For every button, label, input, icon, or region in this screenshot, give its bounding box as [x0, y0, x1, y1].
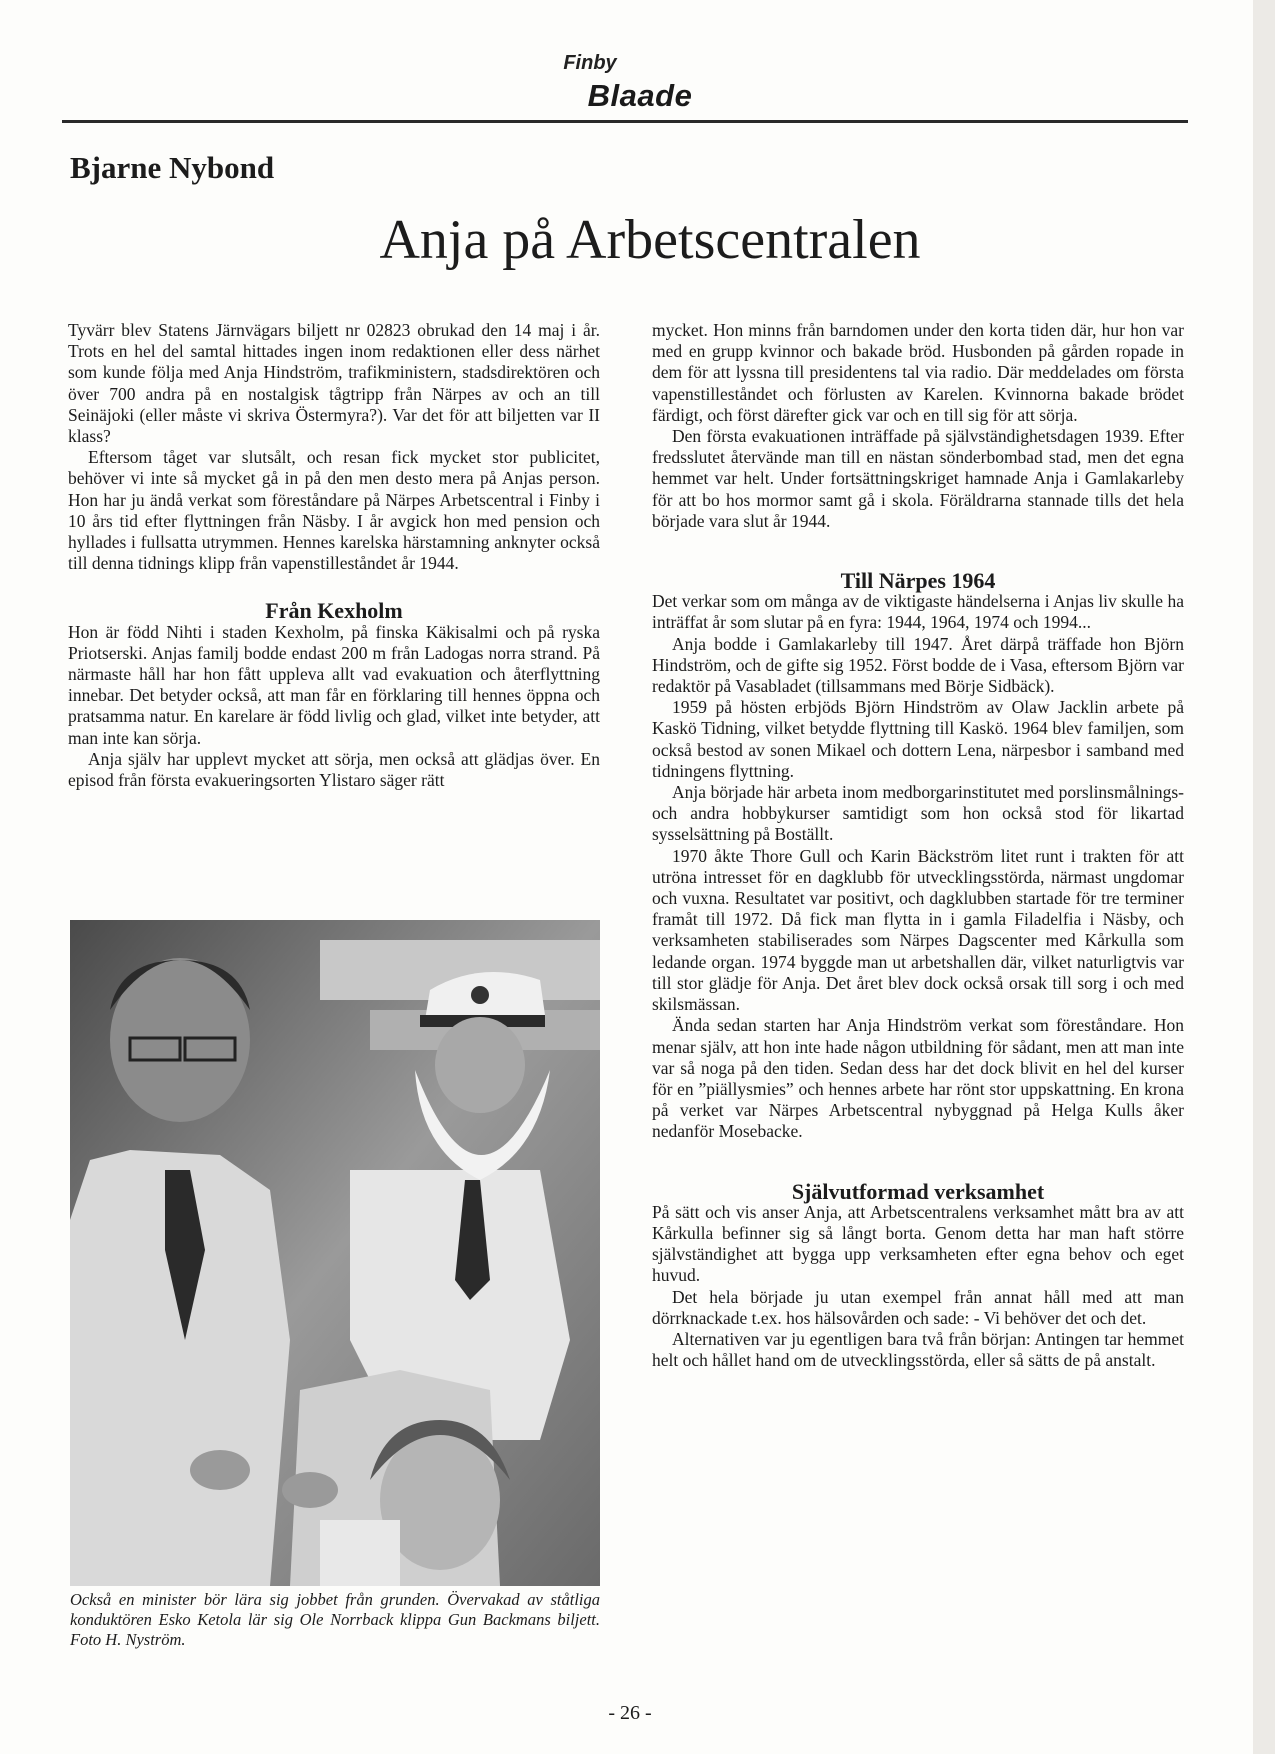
paragraph: Anja började här arbeta inom medborgarinstitutet med porslinsmålnings- och andra hobbykurser samtidigt som hon också stod för likartad sysselsättning på Boställt. [652, 782, 1184, 845]
photo-caption: Också en minister bör lära sig jobbet från grunden. Övervakad av ståtliga konduktören Esko Ketola lär sig Ole Norrback klippa Gun Backmans biljett. Foto H. Nyström. [70, 1590, 600, 1649]
paragraph: Det hela började ju utan exempel från annat håll med att man dörrknackade t.ex. hos hälsovården och sade: - Vi behöver det och det. [652, 1286, 1184, 1328]
masthead-title: Blaade [587, 78, 693, 113]
paragraph: Hon är född Nihti i staden Kexholm, på finska Käkisalmi och på ryska Priotserski. Anjas familj bodde endast 200 m från Ladogas norra strand. På närmaste håll har hon fått uppleva allt vad evakuation och återflyttning innebar. Det betyder också, att man får en förklaring till hennes öppna och pratsamma natur. En karelare är född livlig och glad, vilket inte betyder, att man inte kan sörja. [68, 621, 600, 748]
photo-illustration [70, 920, 600, 1586]
article-photo [70, 920, 600, 1586]
article-title: Anja på Arbetscentralen [379, 209, 921, 271]
left-column [68, 320, 600, 791]
paragraph: 1970 åkte Thore Gull och Karin Bäckström litet runt i trakten för att utröna intresset för en dagklubb för utvecklingsstörda, närmast ungdomar och vuxna. Resultatet var positivt, och dagklubben startade för tre terminer framåt till 1972. Då fick man flytta in i gamla Filadelfia i Näsby, och verksamheten stabiliserades som Närpes Dagscenter med Kårkulla som ledande organ. 1974 byggde man ut arbetshallen där, vilket naturligtvis var till stor glädje för Anja. Det året blev dock också orsak till sorg i och med skilsmässan. [652, 845, 1184, 1015]
paragraph: Anja bodde i Gamlakarleby till 1947. Året därpå träffade hon Björn Hindström, och de gifte sig 1952. Först bodde de i Vasa, eftersom Björn var redaktör på Vasabladet (tillsammans med Börje Sidbäck). [652, 633, 1184, 697]
header-rule [62, 120, 1188, 123]
author-name: Bjarne Nybond [70, 150, 275, 185]
paragraph: Eftersom tåget var slutsålt, och resan fick mycket stor publicitet, behöver vi inte så mycket gå in på den men desto mera på Anjas person. Hon har ju ändå verkat som föreståndare på Närpes Arbetscentral i Finby i 10 års tid efter flyttningen från Näsby. I år avgick hon med pension och hyllades i fullsatta utrymmen. Hennes karelska härstamning anknyter också till denna tidnings klipp från vapenstilleståndet år 1944. [68, 447, 600, 574]
section-heading: Från Kexholm [265, 598, 403, 624]
paragraph: Den första evakuationen inträffade på självständighetsdagen 1939. Efter fredsslutet återvände man till en nästan sönderbombad stad, men det egna hemmet var helt. Under fortsättningskriget hamnade Anja i Gamlakarleby för att bo hos mormor samt gå i skola. Föräldrarna stannade tills det hela började vara slut år 1944. [652, 426, 1184, 531]
page-edge-shadow [1253, 0, 1275, 1754]
paragraph: Tyvärr blev Statens Järnvägars biljett nr 02823 obrukad den 14 maj i år. Trots en hel del samtal hittades ingen inom redaktionen eller dess närhet som kunde följa med Anja Hindström, trafikministern, stadsdirektören och över 700 andra på en nostalgisk tågtripp från Närpes av och an till Seinäjoki (eller måste vi skriva Östermyra?). Var det för att biljetten var II klass? [68, 320, 600, 447]
paragraph: Anja själv har upplevt mycket att sörja, men också att glädjas över. En episod från första evakueringsorten Ylistaro säger rätt [68, 748, 600, 791]
paragraph: På sätt och vis anser Anja, att Arbetscentralens verksamhet mått bra av att Kårkulla befinner sig så långt borta. Genom detta har man haft större självständighet att bygga upp verksamheten efter egna behov och eget huvud. [652, 1201, 1184, 1286]
section-heading: Till Närpes 1964 [840, 568, 996, 594]
paragraph: mycket. Hon minns från barndomen under den korta tiden där, hur hon var med en grupp kvinnor och bakade bröd. Husbonden på gården ropade in dem för att lyssna till presidentens tal via radio. Där meddelades om första vapenstilleståndet och förlusten av Karelen. Kvinnorna bakade brödet färdigt, och först därefter gick var och en till sig för att sörja. [652, 320, 1184, 425]
section-heading: Självutformad verksamhet [791, 1178, 1045, 1204]
paragraph: 1959 på hösten erbjöds Björn Hindström av Olaw Jacklin arbete på Kaskö Tidning, vilket betydde flyttning till Kaskö. 1964 blev familjen, som också bestod av sonen Mikael och dottern Lena, närpesbor i samband med tidningens flyttning. [652, 697, 1184, 781]
paragraph: Det verkar som om många av de viktigaste händelserna i Anjas liv skulle ha inträffat år som slutar på en fyra: 1944, 1964, 1974 och 1994... [652, 591, 1184, 633]
paragraph: Ända sedan starten har Anja Hindström verkat som föreståndare. Hon menar själv, att hon inte hade någon utbildning för sådant, men att man inte var så noga på den tiden. Sedan dess har det dock blivit en hel del kurser för en ”piällysmies” och hennes arbete har rönt stor uppskattning. En krona på verket var Närpes Arbetscentral nybyggnad på Helga Kulls åker nedanför Mosebacke. [652, 1015, 1184, 1142]
masthead-top: Finby [563, 52, 617, 74]
page-number: - 26 - [608, 1702, 652, 1724]
paragraph: Alternativen var ju egentligen bara två från början: Antingen tar hemmet helt och hållet hand om de utvecklingsstörda, eller så sätts de på anstalt. [652, 1328, 1184, 1371]
right-column [652, 320, 1184, 1371]
